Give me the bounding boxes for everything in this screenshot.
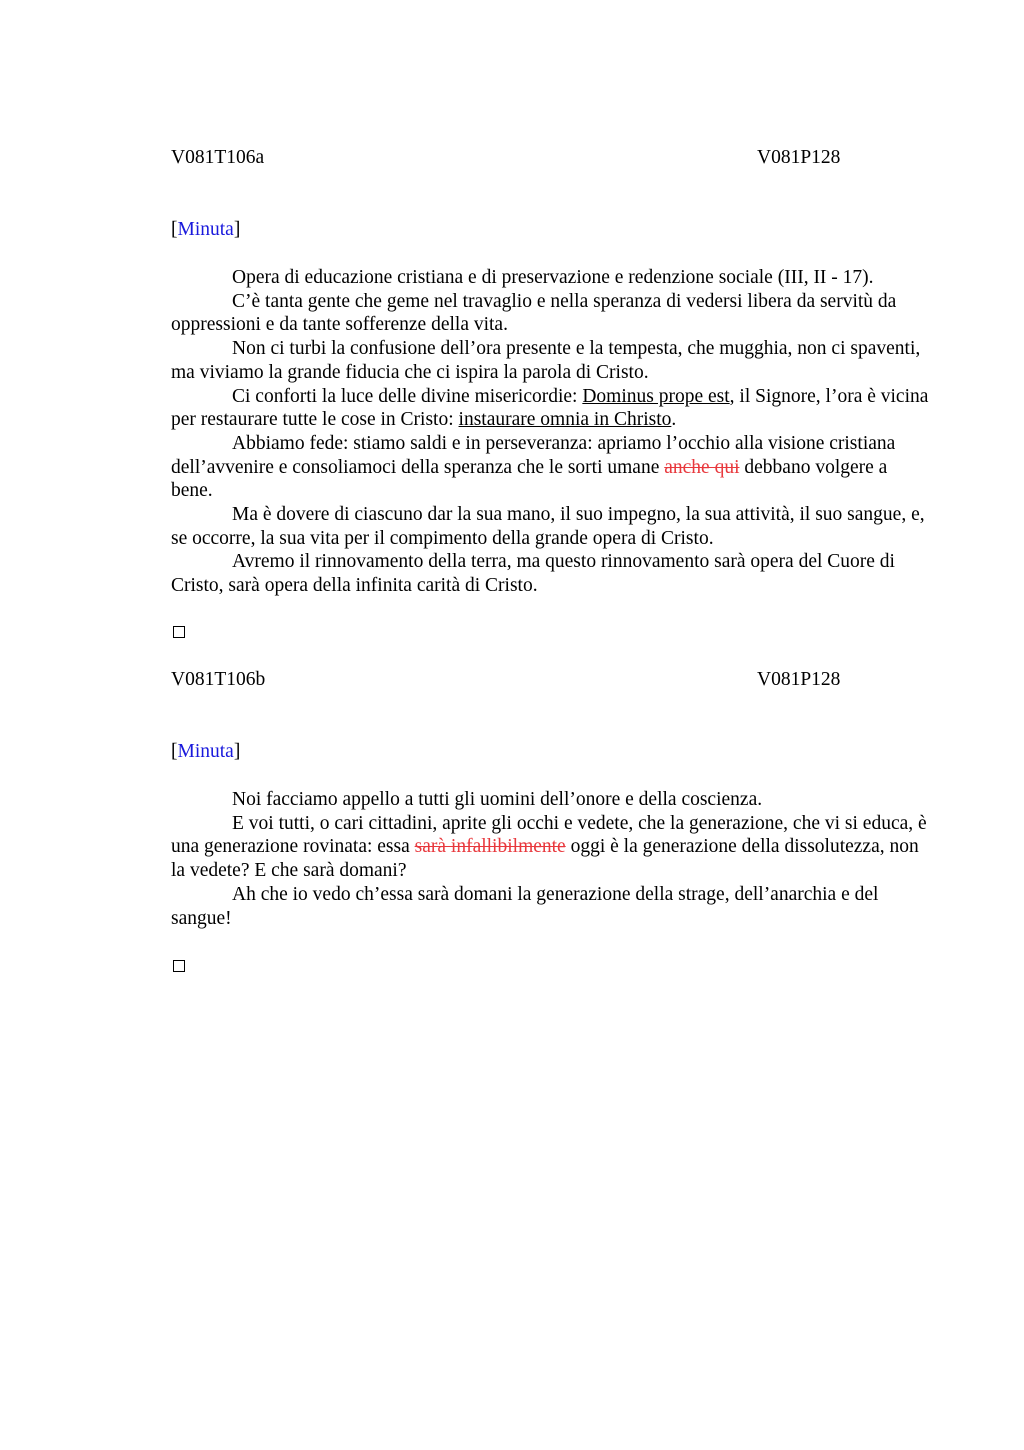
paragraph: Avremo il rinnovamento della terra, ma questo rinnovamento sarà opera del Cuore di Cristo, sarà opera della infinita carità di Cristo. [171, 551, 895, 597]
paragraph: Noi facciamo appello a tutti gli uomini dell’onore e della coscienza. [232, 789, 763, 810]
section-header [171, 146, 931, 170]
document-code: V081T106a [171, 147, 265, 168]
paragraph: Opera di educazione cristiana e di preservazione e redenzione sociale (III, II - 17). [232, 267, 874, 288]
section-header [171, 668, 931, 692]
hollow-square-icon [173, 626, 185, 638]
minuta-link[interactable]: Minuta [177, 219, 234, 240]
text-run: oggi è la generazione della dissolutezza, non la vedete? E che sarà domani? [171, 836, 919, 882]
bracket-close: ] [233, 741, 241, 762]
minuta-link[interactable]: Minuta [177, 741, 234, 762]
minuta-label [171, 218, 931, 242]
deleted-text: sarà infallibilmente [414, 836, 566, 858]
text-run: Ci conforti la luce delle divine misericordie: [232, 385, 583, 407]
bracket-open: [ [171, 219, 178, 240]
bracket-open: [ [171, 741, 178, 762]
paragraph: Ma è dovere di ciascuno dar la sua mano, il suo impegno, la sua attività, il suo sangue, e, se occorre, la sua vita per il compimento della grande opera di Cristo. [171, 504, 925, 549]
section-body [171, 266, 931, 598]
document-section-a [171, 146, 931, 638]
deleted-text: anche qui [664, 456, 740, 478]
text-run: debbano volgere a bene. [171, 456, 888, 502]
section-body [171, 788, 931, 930]
text-run: , il Signore, l’ora è vicina per restaurare tutte le cose in Cristo: [171, 385, 929, 431]
hollow-square-icon [173, 960, 185, 972]
text-run: E voi tutti, o cari cittadini, aprite gli occhi e vedete, che la generazione, che vi si educa, è una generazione rovinata: essa [171, 812, 927, 858]
paragraph [171, 432, 931, 503]
paragraph [171, 385, 931, 432]
paragraph: Ah che io vedo ch’essa sarà domani la generazione della strage, dell’anarchia e del sangue! [171, 883, 879, 929]
underlined-latin-phrase: Dominus prope est [582, 385, 730, 407]
document-code: V081T106b [171, 669, 266, 690]
minuta-label [171, 740, 931, 764]
bracket-close: ] [233, 219, 241, 240]
text-run: Abbiamo fede: stiamo saldi e in perseveranza: apriamo l’occhio alla visione cristiana dell’avvenire e consoliamoci della speranza che le sorti umane [171, 432, 896, 478]
page-code: V081P128 [757, 669, 841, 690]
text-run: . [671, 409, 677, 431]
document-section-b [171, 668, 931, 972]
underlined-latin-phrase: instaurare omnia in Christo [458, 409, 672, 431]
paragraph: C’è tanta gente che geme nel travaglio e nella speranza di vedersi libera da servitù da oppressioni e da tante sofferenze della vita. [171, 290, 897, 336]
page-code: V081P128 [757, 147, 841, 168]
paragraph [171, 812, 931, 883]
paragraph: Non ci turbi la confusione dell’ora presente e la tempesta, che mugghia, non ci spaventi, ma viviamo la grande fiducia che ci ispira la parola di Cristo. [171, 338, 921, 383]
